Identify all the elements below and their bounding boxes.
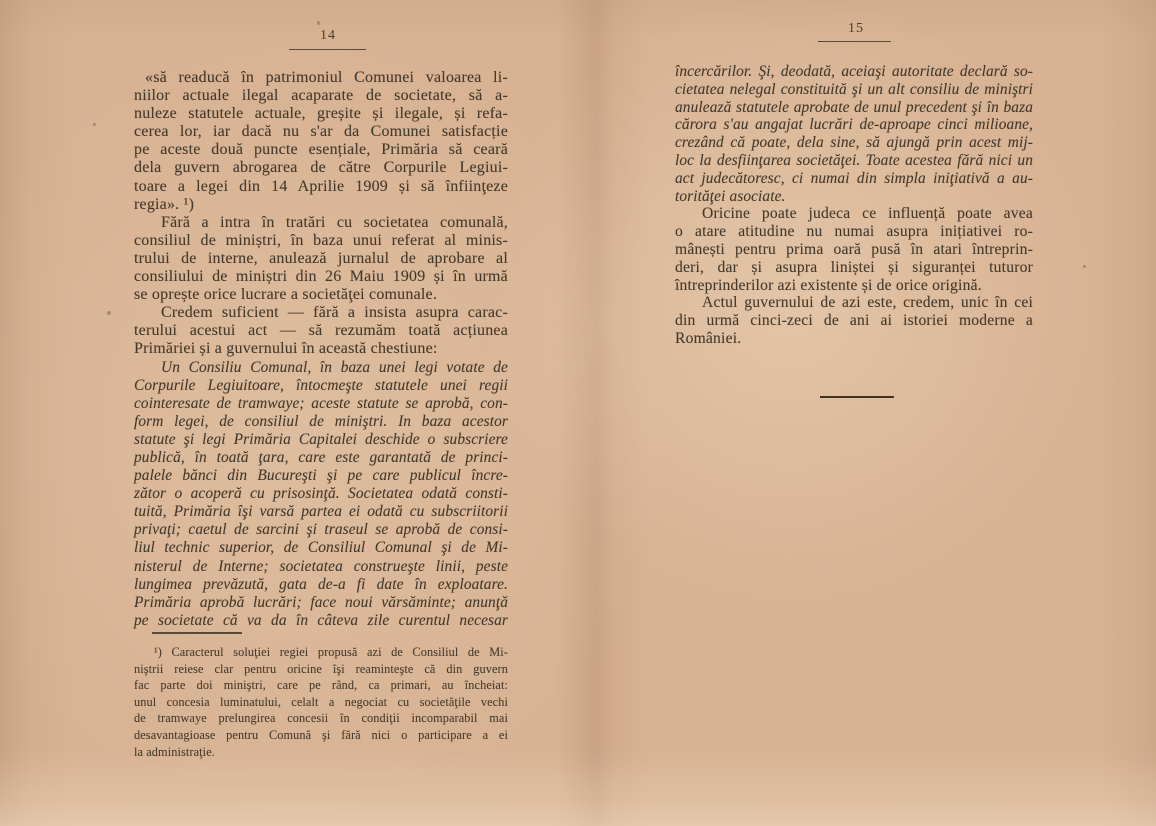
paper-speck <box>107 311 111 315</box>
text-line: consiliul de miniștri, în baza unui referat al minis- <box>134 231 508 249</box>
text-line: Oricine poate judeca ce influență poate avea <box>702 205 1033 223</box>
text-line: pe societate că va da în câteva zile curentul necesar <box>134 611 508 629</box>
text-line: regia». ¹) <box>134 195 195 213</box>
text-line: României. <box>675 329 742 347</box>
text-line: pe aceste două puncte esențiale, Primăria să ceară <box>134 141 508 159</box>
text-line: cărora s'au angajat lucrări de-aproape cinci milioane, <box>675 116 1033 134</box>
page-number-right: 15 <box>848 21 864 36</box>
page-number-rule-right <box>818 41 891 42</box>
page-15-text-block <box>675 63 1033 348</box>
footnote-rule <box>152 632 242 634</box>
paragraph <box>134 69 508 214</box>
text-line: niştrii reiese clar pentru oricine îşi reaminteşte că din guvern <box>134 661 508 676</box>
text-line: Credem suficient — fără a insista asupra carac- <box>161 304 508 322</box>
text-line: fac parte doi miniştri, care pe rând, ca primari, au încheiat: <box>134 678 508 693</box>
text-line: niilor actuale ilegal acaparate de societate, să a- <box>134 87 508 105</box>
paper-speck <box>1083 265 1086 268</box>
text-line: crezând că poate, dela sine, să ajungă prin acest mij- <box>675 134 1033 152</box>
text-line: încercărilor. Şi, deodată, aceiaşi autoritate declară so- <box>675 63 1033 80</box>
text-line: form legei, de consiliul de miniştri. In baza acestor <box>134 412 508 430</box>
text-line: tuită, Primăria îşi varsă partea ei odată cu subscriitorii <box>134 503 508 521</box>
text-line: cointeresate de tramwaye; aceste statute se aprobă, con- <box>134 394 508 412</box>
page-14-text-block <box>134 69 508 630</box>
text-line: Primăriei și a guvernului în această chestiune: <box>134 340 438 358</box>
text-line: lungimea prevăzută, gata de-a fi date în exploatare. <box>134 575 508 593</box>
text-line: act judecătoresc, ci numai din simpla iniţiativă a au- <box>675 169 1033 187</box>
paragraph <box>134 304 508 358</box>
text-line: anulează statutele aprobate de unul precedent şi în baza <box>675 98 1033 116</box>
paragraph <box>675 205 1033 294</box>
text-line: nuleze statutele actuale, greșite și ilegale, și refa- <box>134 105 508 123</box>
paragraph <box>675 63 1033 205</box>
paper-speck <box>317 21 320 25</box>
text-line: terului acestui act — să rezumăm toată acțiunea <box>134 322 508 340</box>
text-line: mânești pentru prima oară pusă în atari întreprin- <box>675 240 1033 258</box>
text-line: o atare atitudine nu numai asupra inițiativei ro- <box>675 223 1033 241</box>
text-line: «să readucă în patrimoniul Comunei valoarea li- <box>145 69 508 86</box>
text-line: întreprinderilor azi existente și de orice origină. <box>675 276 982 294</box>
text-line: unul concesia luminatului, celalt a negociat cu societăţile vechi <box>134 694 508 709</box>
section-end-rule <box>820 396 894 398</box>
text-line: Primăria aprobă lucrări; face noui vărsăminte; anunţă <box>134 593 508 611</box>
text-line: Corpurile Legiuitoare, întocmeşte statutele unei regii <box>134 376 508 394</box>
text-line: se oprește orice lucrare a societăţei comunale. <box>134 286 438 304</box>
text-line: cietatea nelegal constituită şi un alt consiliu de miniştri <box>675 80 1033 98</box>
text-line: din urmă cinci-zeci de ani ai istoriei moderne a <box>675 312 1033 330</box>
paragraph <box>134 214 508 304</box>
text-line: Fără a intra în tratări cu societatea comunală, <box>161 213 508 231</box>
text-line: Actul guvernului de azi este, credem, unic în cei <box>702 294 1033 312</box>
text-line: deri, dar și asupra liniștei și siguranței tuturor <box>675 258 1033 276</box>
text-line: dela guvern abrogarea de către Corpurile Legiui- <box>134 159 508 177</box>
text-line: la administraţie. <box>134 744 215 759</box>
text-line: de tramwaye prelungirea concesii în condiţii incomparabil mai <box>134 711 508 726</box>
paragraph <box>675 294 1033 347</box>
paper-speck <box>93 123 96 126</box>
text-line: desavantagioase pentru Comună şi fără nici o participare a ei <box>134 727 508 742</box>
text-line: palele bănci din Bucureşti şi pe care publicul încre- <box>134 467 508 485</box>
text-line: torităţei asociate. <box>675 187 786 205</box>
text-line: loc la desfiinţarea societăţei. Toate acestea fără nici un <box>675 151 1033 169</box>
text-line: trului de interne, anulează jurnalul de aprobare al <box>134 249 508 267</box>
text-line: liul technic superior, de Consiliul Comunal şi de Mi- <box>134 539 508 557</box>
text-line: toare a legei din 14 Aprilie 1909 și să înfiinţeze <box>134 177 508 195</box>
text-line: statute şi legi Primăria Capitalei deschide o subscriere <box>134 430 508 448</box>
text-line: Un Consiliu Comunal, în baza unei legi votate de <box>161 358 508 376</box>
page-number-rule-left <box>289 49 366 50</box>
text-line: nisterul de Interne; societatea construeşte linii, peste <box>134 557 508 575</box>
text-line: consiliului de miniștri din 26 Maiu 1909 și în urmă <box>134 268 508 286</box>
paragraph <box>134 644 508 760</box>
text-line: cerea lor, iar dacă nu s'ar da Comunei satisfacție <box>134 123 508 141</box>
page-number-left: 14 <box>320 28 336 43</box>
paragraph <box>134 359 508 630</box>
text-line: privaţi; caetul de sarcini şi traseul se aprobă de consi- <box>134 521 508 539</box>
page-14-footnote-block <box>134 644 508 760</box>
text-line: zător o acoperă cu prisosinţă. Societatea odată consti- <box>134 485 508 503</box>
text-line: publică, în toată ţara, care este garantată de princi- <box>134 448 508 466</box>
text-line: ¹) Caracterul soluţiei regiei propusă azi de Consiliul de Mi- <box>154 645 508 659</box>
